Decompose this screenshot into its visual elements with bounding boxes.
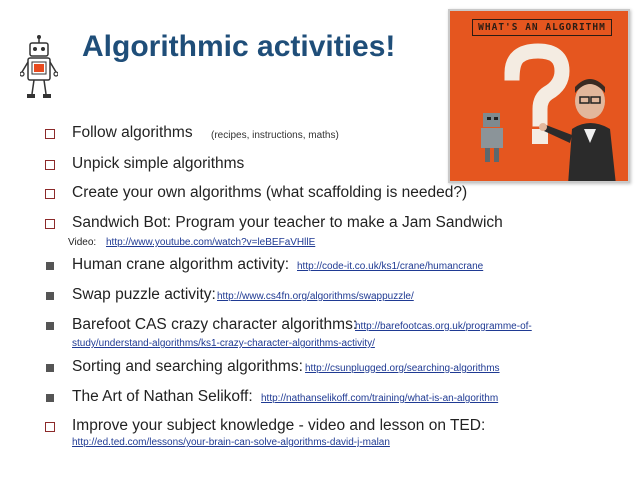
checkbox-bullet-icon <box>45 160 55 170</box>
item-text: Create your own algorithms (what scaffolding is needed?) <box>72 184 468 201</box>
barefoot-cas-link[interactable]: http://barefootcas.org.uk/programme-of- <box>355 321 532 332</box>
ted-lesson-link[interactable]: http://ed.ted.com/lessons/your-brain-can-solve-algorithms-david-j-malan <box>72 437 390 448</box>
csunplugged-link[interactable]: http://csunplugged.org/searching-algorithms <box>305 363 500 374</box>
item-text: Unpick simple algorithms <box>72 155 245 172</box>
checkbox-bullet-icon <box>45 129 55 139</box>
barefoot-cas-link-continued[interactable]: study/understand-algorithms/ks1-crazy-character-algorithms-activity/ <box>72 338 375 349</box>
checkbox-bullet-icon <box>45 422 55 432</box>
item-text: Barefoot CAS crazy character algorithms: <box>72 316 358 333</box>
item-note: (recipes, instructions, maths) <box>211 130 339 141</box>
video-label: Video: <box>68 237 97 248</box>
poster-title: WHAT'S AN ALGORITHM <box>472 19 612 36</box>
item-text: The Art of Nathan Selikoff: <box>72 388 253 405</box>
slide-title: Algorithmic activities! <box>82 30 396 63</box>
square-bullet-icon <box>46 262 54 270</box>
checkbox-bullet-icon <box>45 219 55 229</box>
item-text: Sandwich Bot: Program your teacher to make a Jam Sandwich <box>72 214 503 231</box>
item-text: Swap puzzle activity: <box>72 286 216 303</box>
human-crane-link[interactable]: http://code-it.co.uk/ks1/crane/humancrane <box>297 261 484 272</box>
youtube-link[interactable]: http://www.youtube.com/watch?v=leBEFaVHllE <box>106 237 316 248</box>
square-bullet-icon <box>46 292 54 300</box>
square-bullet-icon <box>46 394 54 402</box>
nathan-selikoff-link[interactable]: http://nathanselikoff.com/training/what-is-an-algorithm <box>261 393 499 404</box>
item-text: Human crane algorithm activity: <box>72 256 290 273</box>
item-text: Follow algorithms <box>72 124 193 141</box>
square-bullet-icon <box>46 322 54 330</box>
item-text: Sorting and searching algorithms: <box>72 358 303 375</box>
square-bullet-icon <box>46 364 54 372</box>
swap-puzzle-link[interactable]: http://www.cs4fn.org/algorithms/swappuzzle/ <box>217 291 414 302</box>
checkbox-bullet-icon <box>45 189 55 199</box>
item-text: Improve your subject knowledge - video and lesson on TED: <box>72 417 486 434</box>
